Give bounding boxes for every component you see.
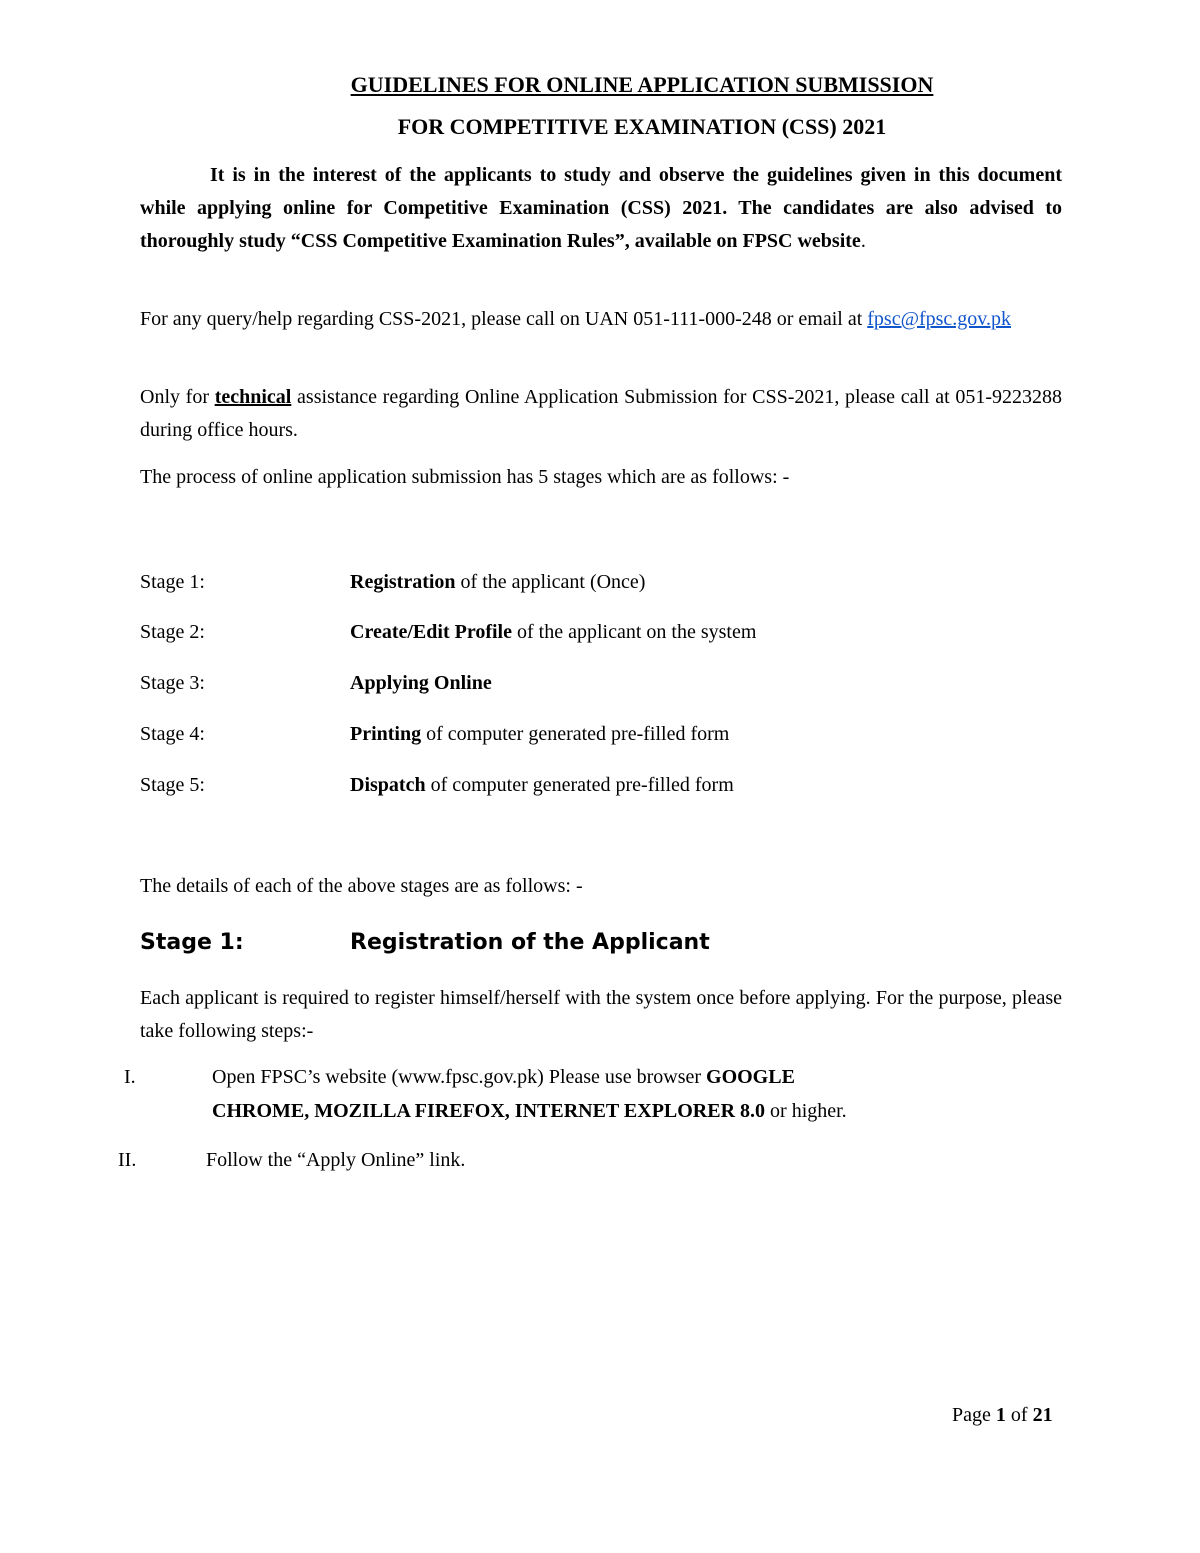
stage-4-rest: of computer generated pre-filled form [421, 723, 730, 745]
stage1-heading-title: Registration of the Applicant [350, 930, 710, 955]
details-intro: The details of each of the above stages are as follows: - [140, 875, 583, 897]
intro-text: It is in the interest of the applicants to study and observe the guidelines given in this document while applying online for Competitive Examination (CSS) 2021. The candidates are also advised to thoroughly study “CSS Competitive Examination Rules”, available on FPSC website [140, 164, 1062, 252]
stage-2-desc [350, 621, 756, 644]
step-1-number: I. [124, 1066, 136, 1088]
step-1-text: Open FPSC’s website (www.fpsc.gov.pk) Please use browser [212, 1066, 707, 1088]
stage-4-keyword: Printing [350, 723, 422, 745]
query-paragraph [140, 303, 1062, 336]
stage-1-rest: of the applicant (Once) [455, 571, 646, 593]
stage1-heading-label: Stage 1: [140, 930, 244, 955]
stage-4-desc [350, 723, 729, 746]
technical-keyword: technical [214, 386, 292, 408]
stage-2-keyword: Create/Edit Profile [350, 621, 512, 643]
stage-5-desc [350, 774, 734, 797]
process-intro: The process of online application submission has 5 stages which are as follows: - [140, 466, 790, 488]
step-1-browsers: CHROME, MOZILLA FIREFOX, INTERNET EXPLORER 8.0 [212, 1100, 766, 1122]
step-2-number: II. [118, 1149, 137, 1171]
stage-3-keyword: Applying Online [350, 672, 492, 694]
step-1-browser: GOOGLE [706, 1066, 795, 1088]
page-of-label: of [1010, 1404, 1028, 1426]
step-1-line2 [212, 1100, 847, 1123]
step-2-text: Follow the “Apply Online” link. [206, 1149, 466, 1171]
stage-3-desc [350, 672, 492, 695]
stage-2-rest: of the applicant on the system [512, 621, 757, 643]
stage-1-desc [350, 571, 645, 594]
page-label: Page [952, 1404, 991, 1426]
step-1-line1 [212, 1066, 795, 1089]
document-subtitle: FOR COMPETITIVE EXAMINATION (CSS) 2021 [397, 114, 887, 139]
technical-prefix: Only for [140, 386, 209, 408]
step-1-suffix: or higher. [765, 1100, 847, 1122]
technical-suffix: assistance regarding Online Application Submission for CSS-2021, please call at 051-9223288 during office hours. [140, 386, 1063, 441]
stage-2-label: Stage 2: [140, 621, 205, 643]
technical-paragraph [140, 381, 1062, 447]
stage-4-label: Stage 4: [140, 723, 205, 745]
page-total: 21 [1032, 1404, 1053, 1426]
intro-paragraph [140, 159, 1062, 258]
stage-5-label: Stage 5: [140, 774, 205, 796]
stage-5-rest: of computer generated pre-filled form [425, 774, 734, 796]
page-number [952, 1404, 1053, 1427]
document-title: GUIDELINES FOR ONLINE APPLICATION SUBMISSION [350, 72, 934, 97]
stage1-paragraph: Each applicant is required to register himself/herself with the system once before applying. For the purpose, please take following steps:- [140, 987, 1062, 1042]
stage-5-keyword: Dispatch [350, 774, 426, 796]
stage-1-label: Stage 1: [140, 571, 205, 593]
intro-period: . [860, 230, 866, 252]
email-link[interactable]: fpsc@fpsc.gov.pk [867, 308, 1012, 330]
stage-3-label: Stage 3: [140, 672, 205, 694]
page-current: 1 [995, 1404, 1006, 1426]
stage-1-keyword: Registration [350, 571, 456, 593]
query-text: For any query/help regarding CSS-2021, please call on UAN 051-111-000-248 or email at [140, 308, 863, 330]
